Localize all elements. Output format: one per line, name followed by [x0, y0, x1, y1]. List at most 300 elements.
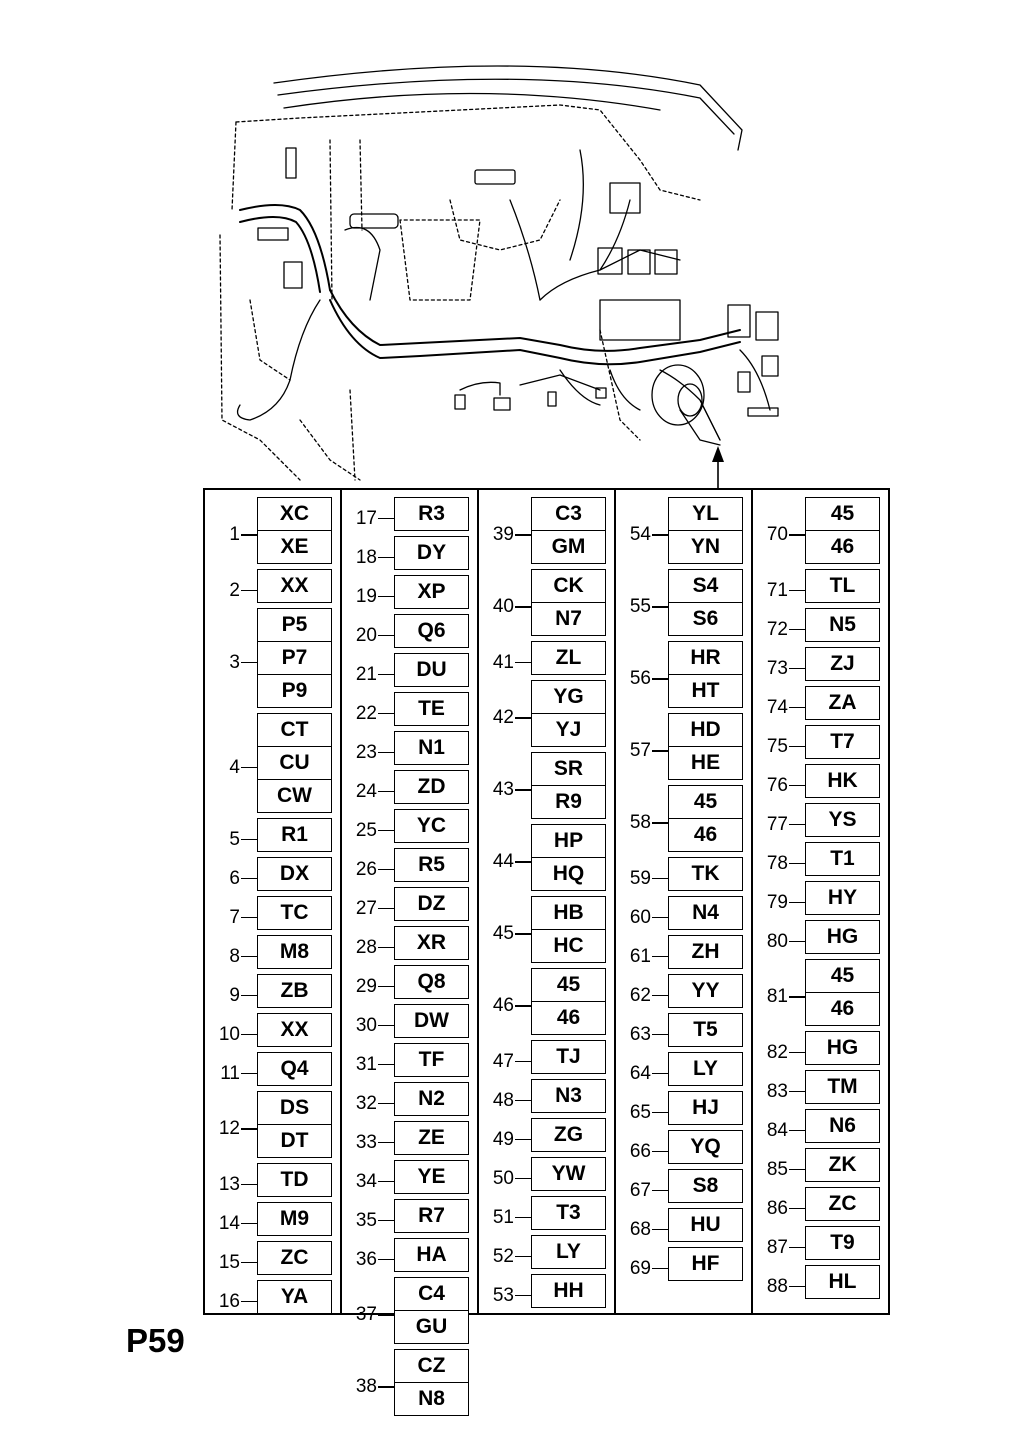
- connector-code: HU: [690, 1212, 721, 1236]
- code-group: [805, 1148, 880, 1182]
- code-group: [257, 1013, 332, 1047]
- code-group: [668, 641, 743, 708]
- leader-line: [378, 1259, 394, 1261]
- connector-code: CW: [258, 779, 331, 812]
- code-group: [257, 1091, 332, 1158]
- connector-code: DU: [416, 657, 447, 681]
- page-id: P59: [126, 1322, 185, 1359]
- code-group: [394, 1160, 469, 1194]
- leader-line: [515, 1295, 531, 1297]
- item-number: 74: [766, 696, 788, 718]
- item-number: 67: [629, 1179, 651, 1201]
- connector-code: N3: [555, 1083, 582, 1107]
- connector-code: ZC: [280, 1245, 309, 1269]
- code-group: [394, 1277, 469, 1344]
- connector-code: S8: [692, 1173, 719, 1197]
- connector-code: TK: [691, 861, 720, 885]
- item-number: 36: [355, 1248, 377, 1270]
- leader-line: [789, 863, 805, 865]
- code-group: [531, 1235, 606, 1269]
- leader-line: [241, 767, 257, 769]
- connector-code: ZG: [553, 1122, 584, 1146]
- connector-code: C3: [555, 501, 582, 525]
- connector-code: HB: [553, 900, 584, 924]
- connector-code: DZ: [417, 891, 446, 915]
- connector-code: C4: [418, 1281, 445, 1305]
- code-group: [531, 1040, 606, 1074]
- item-number: 76: [766, 774, 788, 796]
- leader-line: [241, 995, 257, 997]
- leader-line: [241, 1034, 257, 1036]
- code-group: [531, 1079, 606, 1113]
- connector-code: TJ: [556, 1044, 581, 1068]
- item-number: 80: [766, 930, 788, 952]
- code-group: [394, 497, 469, 531]
- connector-code: TL: [829, 573, 856, 597]
- code-group: [668, 1208, 743, 1242]
- code-group: [805, 725, 880, 759]
- code-group: [805, 959, 880, 1026]
- leader-line: [652, 750, 668, 752]
- leader-line: [378, 1064, 394, 1066]
- leader-line: [515, 1139, 531, 1141]
- item-number: 57: [629, 740, 651, 761]
- code-group: [531, 1157, 606, 1191]
- item-number: 39: [492, 524, 514, 545]
- leader-line: [241, 590, 257, 592]
- connector-code: CK: [553, 573, 584, 597]
- leader-line: [789, 746, 805, 748]
- item-number: 8: [229, 945, 240, 967]
- item-number: 48: [492, 1089, 514, 1111]
- leader-line: [378, 674, 394, 676]
- item-number: 16: [218, 1290, 240, 1312]
- leader-line: [789, 707, 805, 709]
- leader-line: [241, 662, 257, 664]
- leader-line: [241, 1301, 257, 1303]
- connector-code: 46: [806, 530, 879, 563]
- item-number: 75: [766, 735, 788, 757]
- leader-line: [652, 956, 668, 958]
- code-group: [805, 1226, 880, 1260]
- connector-code: DY: [416, 540, 447, 564]
- item-number: 31: [355, 1053, 377, 1075]
- item-number: 79: [766, 891, 788, 913]
- connector-code: HC: [532, 929, 605, 962]
- leader-line: [241, 1073, 257, 1075]
- leader-line: [378, 557, 394, 559]
- connector-code: YY: [691, 978, 720, 1002]
- connector-code: M9: [279, 1206, 310, 1230]
- leader-line: [515, 662, 531, 664]
- code-group: [805, 1187, 880, 1221]
- code-group: [394, 926, 469, 960]
- leader-line: [789, 629, 805, 631]
- code-group: [257, 497, 332, 564]
- item-number: 18: [355, 546, 377, 568]
- leader-line: [515, 933, 531, 935]
- leader-line: [378, 1386, 394, 1388]
- item-number: 7: [229, 906, 240, 928]
- connector-code: SR: [553, 756, 584, 780]
- connector-code: 45: [556, 972, 581, 996]
- connector-code: HG: [826, 924, 859, 948]
- code-group: [805, 764, 880, 798]
- item-number: 22: [355, 702, 377, 724]
- connector-code: CU: [258, 746, 331, 779]
- item-number: 60: [629, 906, 651, 928]
- connector-code: YS: [828, 807, 857, 831]
- item-number: 26: [355, 858, 377, 880]
- connector-code: XC: [279, 501, 310, 525]
- leader-line: [652, 534, 668, 536]
- connector-code: HR: [690, 645, 721, 669]
- code-group: [257, 1163, 332, 1197]
- connector-code: Q6: [417, 618, 446, 642]
- leader-line: [241, 917, 257, 919]
- code-group: [394, 614, 469, 648]
- leader-line: [378, 869, 394, 871]
- connector-code: XE: [258, 530, 331, 563]
- leader-line: [789, 1091, 805, 1093]
- item-number: 82: [766, 1041, 788, 1063]
- item-number: 55: [629, 596, 651, 617]
- item-number: 53: [492, 1284, 514, 1306]
- code-group: [394, 965, 469, 999]
- connector-code: ZB: [280, 978, 309, 1002]
- code-group: [394, 1238, 469, 1272]
- item-number: 64: [629, 1062, 651, 1084]
- connector-code: 45: [830, 501, 855, 525]
- connector-code: XX: [280, 1017, 309, 1041]
- connector-code: YW: [551, 1161, 586, 1185]
- connector-code: HK: [827, 768, 858, 792]
- leader-line: [652, 1268, 668, 1270]
- leader-line: [652, 995, 668, 997]
- leader-line: [378, 1314, 394, 1316]
- code-group: [394, 575, 469, 609]
- connector-code: HD: [690, 717, 721, 741]
- connector-code: 45: [693, 789, 718, 813]
- connector-code: DW: [414, 1008, 449, 1032]
- code-group: [668, 569, 743, 636]
- connector-code: YN: [669, 530, 742, 563]
- connector-code: N5: [829, 612, 856, 636]
- connector-code: T9: [830, 1230, 855, 1254]
- connector-code: TD: [280, 1167, 309, 1191]
- code-group: [805, 686, 880, 720]
- leader-line: [378, 752, 394, 754]
- item-number: 42: [492, 707, 514, 728]
- connector-code: R5: [418, 852, 445, 876]
- connector-code: ZL: [555, 645, 582, 669]
- item-number: 52: [492, 1245, 514, 1267]
- leader-line: [789, 1169, 805, 1171]
- leader-line: [378, 830, 394, 832]
- connector-code: N4: [692, 900, 719, 924]
- code-group: [257, 974, 332, 1008]
- code-group: [668, 1169, 743, 1203]
- item-number: 51: [492, 1206, 514, 1228]
- item-number: 58: [629, 812, 651, 833]
- code-group: [668, 713, 743, 780]
- item-number: 19: [355, 585, 377, 607]
- code-group: [668, 935, 743, 969]
- leader-line: [789, 668, 805, 670]
- item-number: 84: [766, 1119, 788, 1141]
- connector-code: HF: [691, 1251, 720, 1275]
- leader-line: [652, 1073, 668, 1075]
- item-number: 41: [492, 651, 514, 673]
- item-number: 14: [218, 1212, 240, 1234]
- code-group: [394, 887, 469, 921]
- leader-line: [652, 1229, 668, 1231]
- code-group: [257, 1052, 332, 1086]
- item-number: 86: [766, 1197, 788, 1219]
- item-number: 11: [220, 1062, 240, 1084]
- connector-code: S6: [669, 602, 742, 635]
- connector-code: HP: [553, 828, 584, 852]
- code-group: [805, 1031, 880, 1065]
- item-number: 13: [218, 1173, 240, 1195]
- connector-code: XP: [417, 579, 446, 603]
- code-group: [394, 653, 469, 687]
- leader-line: [789, 1286, 805, 1288]
- item-number: 9: [229, 984, 240, 1006]
- connector-code: ZA: [828, 690, 857, 714]
- connector-code: HT: [669, 674, 742, 707]
- leader-line: [378, 1025, 394, 1027]
- connector-code: T7: [830, 729, 855, 753]
- code-group: [257, 1202, 332, 1236]
- leader-line: [378, 908, 394, 910]
- code-group: [394, 1043, 469, 1077]
- connector-code: R7: [418, 1203, 445, 1227]
- connector-code: YA: [280, 1284, 309, 1308]
- connector-code: YL: [692, 501, 719, 525]
- item-number: 63: [629, 1023, 651, 1045]
- item-number: 2: [229, 579, 240, 601]
- connector-code: HJ: [692, 1095, 719, 1119]
- connector-code: P5: [281, 612, 308, 636]
- item-number: 29: [355, 975, 377, 997]
- item-number: 73: [766, 657, 788, 679]
- item-number: 81: [766, 986, 788, 1007]
- code-group: [805, 920, 880, 954]
- leader-line: [789, 534, 805, 536]
- code-group: [805, 497, 880, 564]
- code-group: [257, 713, 332, 813]
- connector-code: XR: [416, 930, 447, 954]
- connector-code: ZE: [418, 1125, 445, 1149]
- code-group: [805, 803, 880, 837]
- code-group: [805, 569, 880, 603]
- leader-line: [789, 824, 805, 826]
- leader-line: [515, 789, 531, 791]
- item-number: 85: [766, 1158, 788, 1180]
- code-group: [531, 896, 606, 963]
- code-group: [531, 1196, 606, 1230]
- code-group: [805, 881, 880, 915]
- code-group: [668, 896, 743, 930]
- item-number: 43: [492, 779, 514, 800]
- leader-line: [241, 534, 257, 536]
- item-number: 54: [629, 524, 651, 545]
- connector-code: YG: [553, 684, 584, 708]
- leader-line: [378, 986, 394, 988]
- connector-code: DS: [279, 1095, 310, 1119]
- connector-code: N8: [395, 1382, 468, 1415]
- code-group: [394, 1082, 469, 1116]
- leader-line: [515, 861, 531, 863]
- code-group: [805, 1070, 880, 1104]
- code-group: [531, 680, 606, 747]
- leader-line: [515, 1061, 531, 1063]
- leader-line: [378, 947, 394, 949]
- connector-code: 46: [532, 1001, 605, 1034]
- connector-code: N1: [418, 735, 445, 759]
- connector-code: HA: [416, 1242, 447, 1266]
- connector-code: HL: [828, 1269, 857, 1293]
- connector-code: 45: [830, 963, 855, 987]
- code-group: [668, 1052, 743, 1086]
- code-group: [257, 896, 332, 930]
- connector-code: XX: [280, 573, 309, 597]
- leader-line: [789, 785, 805, 787]
- code-group: [257, 857, 332, 891]
- item-number: 47: [492, 1050, 514, 1072]
- connector-code: T5: [693, 1017, 718, 1041]
- code-group: [531, 569, 606, 636]
- code-group: [394, 1349, 469, 1416]
- leader-line: [515, 1217, 531, 1219]
- code-group: [394, 1199, 469, 1233]
- code-group: [257, 569, 332, 603]
- code-group: [531, 968, 606, 1035]
- leader-line: [378, 1142, 394, 1144]
- code-group: [257, 1280, 332, 1314]
- code-group: [257, 935, 332, 969]
- leader-line: [789, 902, 805, 904]
- connector-code: CZ: [417, 1353, 446, 1377]
- leader-line: [652, 1034, 668, 1036]
- item-number: 77: [766, 813, 788, 835]
- connector-code: N7: [532, 602, 605, 635]
- leader-line: [378, 518, 394, 520]
- leader-line: [789, 1208, 805, 1210]
- leader-line: [515, 1005, 531, 1007]
- item-number: 28: [355, 936, 377, 958]
- item-number: 24: [355, 780, 377, 802]
- connector-code: TF: [418, 1047, 445, 1071]
- connector-code: YC: [416, 813, 447, 837]
- leader-line: [789, 1130, 805, 1132]
- code-group: [394, 1121, 469, 1155]
- code-group: [257, 608, 332, 708]
- code-group: [531, 824, 606, 891]
- code-group: [531, 497, 606, 564]
- item-number: 3: [229, 651, 240, 673]
- leader-line: [652, 878, 668, 880]
- connector-code: TM: [827, 1074, 858, 1098]
- connector-code: P9: [258, 674, 331, 707]
- code-group: [668, 1091, 743, 1125]
- connector-code: YE: [417, 1164, 446, 1188]
- leader-line: [652, 1112, 668, 1114]
- item-number: 37: [355, 1304, 377, 1325]
- code-group: [805, 1109, 880, 1143]
- code-group: [668, 785, 743, 852]
- code-group: [668, 974, 743, 1008]
- code-group: [668, 497, 743, 564]
- item-number: 10: [218, 1023, 240, 1045]
- item-number: 66: [629, 1140, 651, 1162]
- item-number: 17: [355, 507, 377, 529]
- leader-line: [378, 635, 394, 637]
- code-group: [394, 770, 469, 804]
- item-number: 72: [766, 618, 788, 640]
- leader-line: [652, 822, 668, 824]
- connector-code: TC: [280, 900, 309, 924]
- item-number: 12: [218, 1118, 240, 1139]
- item-number: 27: [355, 897, 377, 919]
- leader-line: [241, 1184, 257, 1186]
- item-number: 62: [629, 984, 651, 1006]
- item-number: 6: [229, 867, 240, 889]
- item-number: 21: [355, 663, 377, 685]
- leader-line: [652, 917, 668, 919]
- code-group: [805, 647, 880, 681]
- item-number: 35: [355, 1209, 377, 1231]
- item-number: 15: [218, 1251, 240, 1273]
- leader-line: [241, 1223, 257, 1225]
- item-number: 83: [766, 1080, 788, 1102]
- code-group: [805, 608, 880, 642]
- leader-line: [789, 996, 805, 998]
- item-number: 78: [766, 852, 788, 874]
- item-number: 25: [355, 819, 377, 841]
- leader-line: [652, 1151, 668, 1153]
- connector-code: R3: [418, 501, 445, 525]
- connector-code: HQ: [532, 857, 605, 890]
- item-number: 50: [492, 1167, 514, 1189]
- item-number: 61: [629, 945, 651, 967]
- item-number: 71: [766, 579, 788, 601]
- code-group: [394, 731, 469, 765]
- code-group: [805, 1265, 880, 1299]
- code-group: [531, 641, 606, 675]
- leader-line: [789, 941, 805, 943]
- connector-code: ZC: [828, 1191, 857, 1215]
- item-number: 70: [766, 524, 788, 545]
- item-number: 88: [766, 1275, 788, 1297]
- connector-code: ZJ: [830, 651, 855, 675]
- leader-line: [378, 1220, 394, 1222]
- code-group: [668, 1013, 743, 1047]
- item-number: 45: [492, 923, 514, 944]
- item-number: 23: [355, 741, 377, 763]
- connector-code: LY: [556, 1239, 581, 1263]
- item-number: 38: [355, 1376, 377, 1397]
- connector-code: HE: [669, 746, 742, 779]
- item-number: 49: [492, 1128, 514, 1150]
- connector-code: YQ: [690, 1134, 721, 1158]
- code-group: [531, 1118, 606, 1152]
- connector-code: M8: [279, 939, 310, 963]
- connector-code: LY: [693, 1056, 718, 1080]
- connector-code: HG: [826, 1035, 859, 1059]
- item-number: 56: [629, 668, 651, 689]
